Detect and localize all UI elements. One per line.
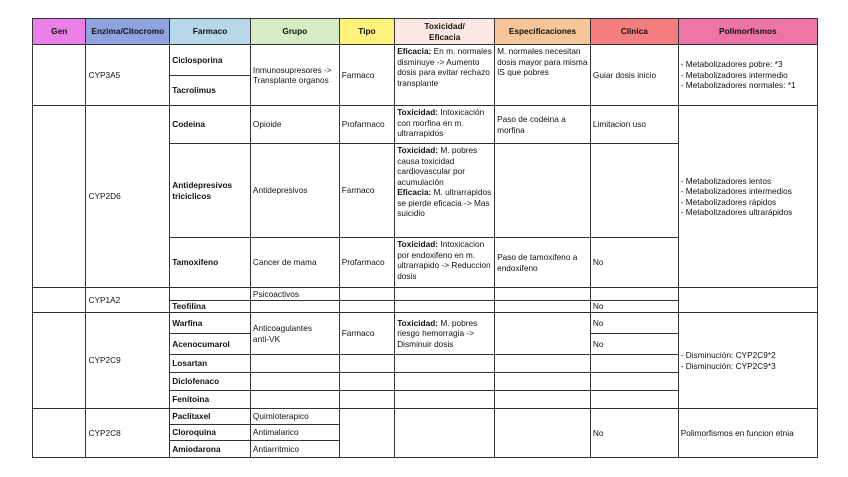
gen-cell (33, 313, 86, 409)
empty-cell (339, 373, 394, 391)
toxicidad-cyp2c9 (395, 313, 495, 355)
tox-label: Toxicidad: (397, 107, 439, 117)
grupo-anticoagulantes: Anticoagulantes anti-VK (250, 313, 339, 355)
toxicidad-empty (395, 301, 495, 313)
empty-cell (339, 391, 394, 409)
header-toxicidad: Toxicidad/ Eficacia (395, 19, 495, 45)
empty-cell (395, 355, 495, 373)
toxicidad-antidepresivos (395, 144, 495, 238)
grupo-psicoactivos: Psicoactivos (250, 288, 339, 301)
empty-cell (590, 373, 678, 391)
clinica-antidepresivos (590, 144, 678, 238)
table-row (33, 288, 818, 301)
especificaciones-empty (495, 288, 591, 301)
table-row (33, 409, 818, 425)
toxicidad-tamoxifeno (395, 238, 495, 288)
clinica-empty (590, 288, 678, 301)
table-row (33, 45, 818, 76)
tipo-codeina: Profarmaco (339, 106, 394, 144)
tipo-empty (339, 301, 394, 313)
clinica-acenocumarol: No (590, 334, 678, 355)
grupo-antimalarico: Antimalarico (250, 425, 339, 441)
farmaco-paclitaxel: Paclitaxel (170, 409, 251, 425)
tipo-cyp2c8 (339, 409, 394, 458)
clinica-teofilina: No (590, 301, 678, 313)
clinica-cyp2c8: No (590, 409, 678, 458)
tipo-tamoxifeno: Profarmaco (339, 238, 394, 288)
farmaco-warfina: Warfina (170, 313, 251, 334)
header-polimorfismos: Polimorfismos (678, 19, 817, 45)
clinica-tamoxifeno: No (590, 238, 678, 288)
toxicidad-empty (395, 288, 495, 301)
polimorfismos-cyp2d6: - Metabolizadores lentos - Metabolizadores intermedios - Metabolizadores rápidos - Metabolizadores ultrarápidos (678, 106, 817, 288)
tox-label: Toxicidad: (397, 239, 439, 249)
table-row (33, 313, 818, 334)
grupo-inmunosupresores: Inmunosupresores -> Transplante organos (250, 45, 339, 106)
tipo-cyp3a5: Farmaco (339, 45, 394, 106)
farmaco-empty (170, 288, 251, 301)
header-enzima: Enzima/Citocromo (86, 19, 170, 45)
especificaciones-cyp2c9 (495, 313, 591, 355)
farmaco-fenitoina: Fenitoina (170, 391, 251, 409)
empty-cell (590, 391, 678, 409)
empty-cell (250, 373, 339, 391)
clinica-codeina: Limitacion uso (590, 106, 678, 144)
tox-text: M. pobres riesgo hemorragia -> Disminuir dosis (397, 317, 478, 349)
tox-text: M. pobres causa toxicidad cardiovascular por acumulación (397, 145, 478, 187)
header-grupo: Grupo (250, 19, 339, 45)
table-row (33, 106, 818, 144)
polimorfismos-cyp2c9: - Disminución: CYP2C9*2 - Disminución: CYP2C9*3 (678, 313, 817, 409)
empty-cell (495, 355, 591, 373)
polimorfismos-cyp3a5: - Metabolizadores pobre: *3 - Metabolizadores intermedio - Metabolizadores normales: *1 (678, 45, 817, 106)
farmaco-acenocumarol: Acenocumarol (170, 334, 251, 355)
tipo-cyp2c9: Farmaco (339, 313, 394, 355)
tox-text: Intoxicación con morfina en m. ultrarrapidos (397, 107, 485, 138)
tipo-empty (339, 288, 394, 301)
farmaco-codeina: Codeina (170, 106, 251, 144)
especificaciones-empty (495, 301, 591, 313)
clinica-warfina: No (590, 313, 678, 334)
grupo-empty (250, 301, 339, 313)
enzima-cyp2d6: CYP2D6 (86, 106, 170, 288)
farmaco-antidepresivos: Antidepresivos triciclicos (170, 144, 251, 238)
gen-cell (33, 409, 86, 458)
especificaciones-codeina: Paso de codeina a morfina (495, 106, 591, 144)
tox-text: Intoxicacion por endoxifeno en m. ultrarrapido -> Reduccion dosis (397, 239, 491, 281)
tox-label: Toxicidad: (397, 145, 439, 155)
farmaco-cloroquina: Cloroquina (170, 425, 251, 441)
tox-label: Eficacia: (397, 46, 432, 56)
especificaciones-cyp2c8 (495, 409, 591, 458)
empty-cell (250, 391, 339, 409)
enzima-cyp2c9: CYP2C9 (86, 313, 170, 409)
especificaciones-tamoxifeno: Paso de tamoxifeno a endoxifeno (495, 238, 591, 288)
empty-cell (250, 355, 339, 373)
farmaco-amiodarona: Amiodarona (170, 441, 251, 458)
grupo-quimioterapico: Quimioterapico (250, 409, 339, 425)
empty-cell (395, 373, 495, 391)
header-tipo: Tipo (339, 19, 394, 45)
empty-cell (339, 355, 394, 373)
empty-cell (395, 391, 495, 409)
grupo-antidepresivos: Antidepresivos (250, 144, 339, 238)
gen-cell (33, 288, 86, 313)
farmaco-losartan: Losartan (170, 355, 251, 373)
gen-cell (33, 106, 86, 288)
polimorfismos-cyp1a2 (678, 288, 817, 313)
toxicidad-codeina (395, 106, 495, 144)
eficacia-label: Eficacia: (397, 187, 432, 197)
enzima-cyp1a2: CYP1A2 (86, 288, 170, 313)
enzima-cyp2c8: CYP2C8 (86, 409, 170, 458)
farmaco-ciclosporina: Ciclosporina (170, 45, 251, 76)
header-farmaco: Farmaco (170, 19, 251, 45)
empty-cell (590, 355, 678, 373)
gen-cell (33, 45, 86, 106)
especificaciones-cyp3a5: M. normales necesitan dosis mayor para misma IS que pobres (495, 45, 591, 106)
grupo-cancer: Cancer de mama (250, 238, 339, 288)
polimorfismos-cyp2c8: Polimorfismos en funcion etnia (678, 409, 817, 458)
farmaco-teofilina: Teofilina (170, 301, 251, 313)
header-row (33, 19, 818, 45)
toxicidad-cyp2c8 (395, 409, 495, 458)
enzima-cyp3a5: CYP3A5 (86, 45, 170, 106)
empty-cell (495, 373, 591, 391)
farmaco-diclofenaco: Diclofenaco (170, 373, 251, 391)
tox-text: En m. normales disminuye -> Aumento dosis para evitar rechazo transplante (397, 46, 492, 88)
grupo-opioide: Opioide (250, 106, 339, 144)
grupo-antiarritmico: Antiarritmico (250, 441, 339, 458)
farmaco-tacrolimus: Tacrolimus (170, 76, 251, 106)
empty-cell (495, 391, 591, 409)
eficacia-text: M. ultrarrapidos se pierde eficacia -> Mas suicidio (397, 187, 492, 218)
especificaciones-antidepresivos (495, 144, 591, 238)
header-especificaciones: Especificaciones (495, 19, 591, 45)
farmaco-tamoxifeno: Tamoxifeno (170, 238, 251, 288)
header-gen: Gen (33, 19, 86, 45)
header-clinica: Clinica (590, 19, 678, 45)
tox-label: Toxicidad: (397, 317, 439, 328)
tipo-antidepresivos: Farmaco (339, 144, 394, 238)
pharmacogenetics-table (32, 18, 818, 458)
toxicidad-cyp3a5 (395, 45, 495, 106)
clinica-cyp3a5: Guiar dosis inicio (590, 45, 678, 106)
